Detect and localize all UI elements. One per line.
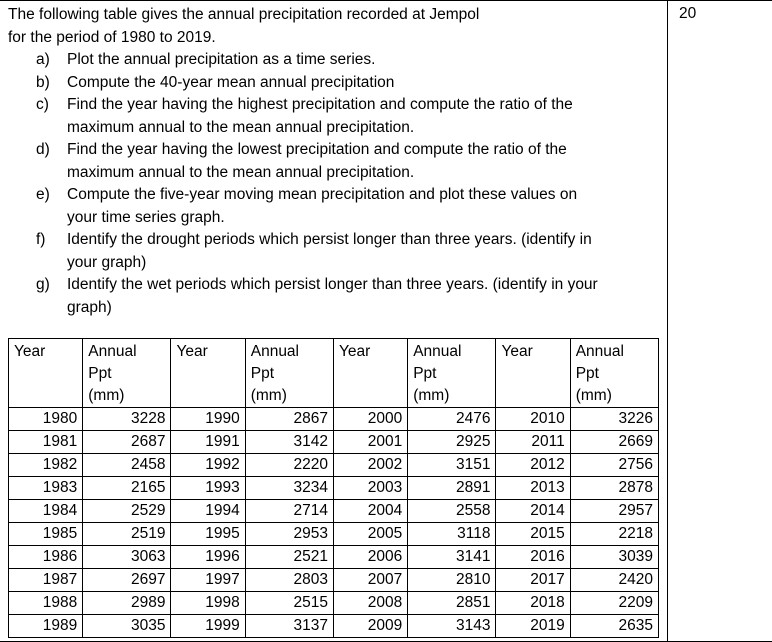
part-label: c) (36, 96, 49, 113)
header-annual-ppt: Annual Ppt (mm) (83, 339, 171, 408)
ppt-cell: 2209 (570, 592, 658, 615)
year-cell: 1982 (9, 454, 83, 477)
ppt-cell: 3151 (408, 454, 496, 477)
year-cell: 2001 (333, 431, 407, 454)
question-part-e (8, 184, 663, 229)
question-intro-line-1: The following table gives the annual precipitation recorded at Jempol (8, 6, 480, 23)
year-cell: 1984 (9, 500, 83, 523)
header-annual-ppt: Annual Ppt (mm) (570, 339, 658, 408)
ppt-cell: 2420 (570, 569, 658, 592)
year-cell: 1986 (9, 546, 83, 569)
year-cell: 2014 (496, 500, 570, 523)
header-year: Year (171, 339, 245, 408)
ppt-cell: 2925 (408, 431, 496, 454)
question-part-a (8, 49, 663, 72)
ppt-cell: 2878 (570, 477, 658, 500)
year-cell: 2016 (496, 546, 570, 569)
ppt-cell: 3063 (83, 546, 171, 569)
ppt-cell: 2521 (245, 546, 333, 569)
table-row (9, 592, 659, 615)
year-cell: 1993 (171, 477, 245, 500)
ppt-cell: 2558 (408, 500, 496, 523)
year-cell: 1985 (9, 523, 83, 546)
part-text-line: Compute the 40-year mean annual precipitation (67, 73, 395, 91)
ppt-cell: 2165 (83, 477, 171, 500)
question-part-g (8, 274, 663, 319)
year-cell: 2008 (333, 592, 407, 615)
marks-value: 20 (679, 5, 697, 22)
ppt-cell: 3039 (570, 546, 658, 569)
table-header-row (9, 339, 659, 408)
ppt-cell: 2669 (570, 431, 658, 454)
header-year: Year (333, 339, 407, 408)
table-row (9, 500, 659, 523)
question-parts-list (8, 49, 663, 319)
year-cell: 2005 (333, 523, 407, 546)
part-label: d) (36, 141, 50, 158)
year-cell: 1998 (171, 592, 245, 615)
part-text-line: maximum annual to the mean annual precipitation. (67, 163, 415, 181)
year-cell: 2000 (333, 408, 407, 431)
year-cell: 2006 (333, 546, 407, 569)
year-cell: 2002 (333, 454, 407, 477)
part-text-line: graph) (67, 298, 112, 316)
header-year: Year (9, 339, 83, 408)
year-cell: 2010 (496, 408, 570, 431)
ppt-cell: 2953 (245, 523, 333, 546)
year-cell: 1992 (171, 454, 245, 477)
ppt-cell: 3035 (83, 615, 171, 638)
table-row (9, 523, 659, 546)
year-cell: 1990 (171, 408, 245, 431)
ppt-cell: 2756 (570, 454, 658, 477)
table-row (9, 454, 659, 477)
ppt-cell: 2519 (83, 523, 171, 546)
year-cell: 1988 (9, 592, 83, 615)
ppt-cell: 2218 (570, 523, 658, 546)
question-intro-line-2: for the period of 1980 to 2019. (8, 28, 216, 46)
part-text-line: Identify the wet periods which persist longer than three years. (identify in your (67, 276, 598, 293)
ppt-cell: 3142 (245, 431, 333, 454)
question-part-b (8, 72, 663, 95)
ppt-cell: 3118 (408, 523, 496, 546)
ppt-cell: 2891 (408, 477, 496, 500)
table-row (9, 615, 659, 638)
ppt-cell: 2529 (83, 500, 171, 523)
year-cell: 1989 (9, 615, 83, 638)
ppt-cell: 3141 (408, 546, 496, 569)
question-part-f (8, 229, 663, 274)
ppt-cell: 3137 (245, 615, 333, 638)
part-label: e) (36, 186, 50, 203)
header-year: Year (496, 339, 570, 408)
year-cell: 1994 (171, 500, 245, 523)
year-cell: 2009 (333, 615, 407, 638)
table-row (9, 408, 659, 431)
part-text-line: your time series graph. (67, 208, 225, 226)
ppt-cell: 2515 (245, 592, 333, 615)
part-text-line: Identify the drought periods which persist longer than three years. (identify in (67, 231, 592, 248)
part-label: a) (36, 51, 50, 68)
year-cell: 1981 (9, 431, 83, 454)
part-text-line: Plot the annual precipitation as a time series. (67, 51, 376, 68)
ppt-cell: 2810 (408, 569, 496, 592)
year-cell: 1996 (171, 546, 245, 569)
question-part-d (8, 139, 663, 184)
part-label: f) (36, 231, 46, 248)
ppt-cell: 3228 (83, 408, 171, 431)
year-cell: 1983 (9, 477, 83, 500)
year-cell: 2012 (496, 454, 570, 477)
year-cell: 2015 (496, 523, 570, 546)
ppt-cell: 2989 (83, 592, 171, 615)
part-text-line: Find the year having the lowest precipitation and compute the ratio of the (67, 141, 567, 158)
ppt-cell: 2476 (408, 408, 496, 431)
part-text-line: Compute the five-year moving mean precipitation and plot these values on (67, 186, 578, 203)
table-row (9, 569, 659, 592)
ppt-cell: 2635 (570, 615, 658, 638)
year-cell: 2003 (333, 477, 407, 500)
year-cell: 2004 (333, 500, 407, 523)
year-cell: 1999 (171, 615, 245, 638)
ppt-cell: 2687 (83, 431, 171, 454)
year-cell: 2013 (496, 477, 570, 500)
table-body (9, 408, 659, 638)
ppt-cell: 2458 (83, 454, 171, 477)
header-annual-ppt: Annual Ppt (mm) (245, 339, 333, 408)
ppt-cell: 3143 (408, 615, 496, 638)
precipitation-table (8, 338, 659, 638)
part-text-line: maximum annual to the mean annual precipitation. (67, 118, 415, 136)
year-cell: 1997 (171, 569, 245, 592)
year-cell: 1995 (171, 523, 245, 546)
part-text-line: your graph) (67, 253, 147, 271)
question-part-c (8, 94, 663, 139)
ppt-cell: 3234 (245, 477, 333, 500)
part-label: b) (36, 73, 50, 91)
year-cell: 1980 (9, 408, 83, 431)
year-cell: 2019 (496, 615, 570, 638)
ppt-cell: 2957 (570, 500, 658, 523)
ppt-cell: 2220 (245, 454, 333, 477)
table-row (9, 477, 659, 500)
ppt-cell: 2697 (83, 569, 171, 592)
question-block (8, 4, 663, 319)
table-row (9, 431, 659, 454)
year-cell: 1987 (9, 569, 83, 592)
ppt-cell: 3226 (570, 408, 658, 431)
ppt-cell: 2714 (245, 500, 333, 523)
year-cell: 2011 (496, 431, 570, 454)
year-cell: 2017 (496, 569, 570, 592)
marks-column-divider (667, 0, 668, 642)
year-cell: 2018 (496, 592, 570, 615)
ppt-cell: 2803 (245, 569, 333, 592)
ppt-cell: 2867 (245, 408, 333, 431)
year-cell: 1991 (171, 431, 245, 454)
part-label: g) (36, 276, 50, 293)
ppt-cell: 2851 (408, 592, 496, 615)
year-cell: 2007 (333, 569, 407, 592)
part-text-line: Find the year having the highest precipitation and compute the ratio of the (67, 96, 573, 113)
header-annual-ppt: Annual Ppt (mm) (408, 339, 496, 408)
table-row (9, 546, 659, 569)
